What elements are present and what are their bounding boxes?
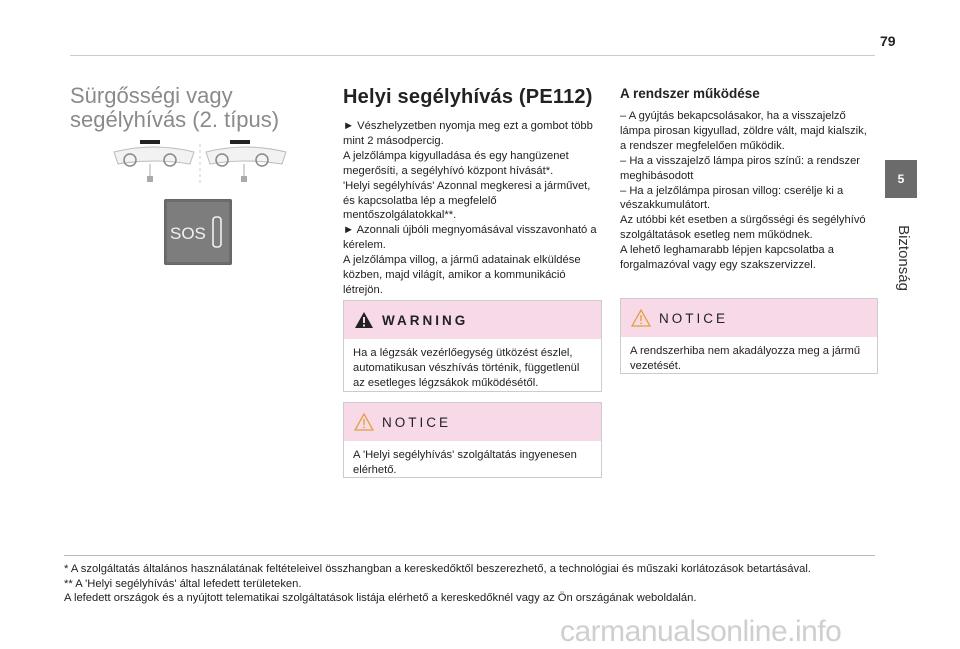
sos-button-illustration: [164, 199, 232, 265]
right-body: [620, 109, 876, 273]
paragraph: Az utóbbi két esetben a sürgősségi és segélyhívó szolgáltatások esetleg nem működnek.: [620, 214, 866, 242]
section-title: Sürgősségi vagy segélyhívás (2. típus): [70, 83, 280, 132]
sos-label: SOS: [170, 224, 206, 243]
paragraph: A jelzőlámpa kigyulladása és egy hangüzenet megerősíti, a segélyhívó központ hívását*.: [343, 149, 569, 177]
footnotes: [64, 562, 884, 606]
notice-text: A 'Helyi segélyhívás' szolgáltatás ingyenesen elérhető.: [353, 449, 577, 476]
notice-header: [621, 299, 877, 337]
sos-button-icon: [164, 199, 232, 265]
page-number: 79: [880, 33, 896, 49]
main-body: [343, 119, 599, 298]
notice-label: NOTICE: [659, 310, 729, 326]
main-heading: Helyi segélyhívás (PE112): [343, 86, 593, 108]
main-column: [343, 86, 599, 298]
left-lamp-unit-icon: [114, 140, 194, 182]
right-heading: A rendszer működése: [620, 86, 760, 101]
warning-box: [343, 300, 602, 392]
paragraph: – Ha a visszajelző lámpa piros színű: a rendszer meghibásodott: [620, 154, 861, 182]
warning-triangle-icon: [354, 311, 374, 329]
paragraph: – A gyújtás bekapcsolásakor, ha a visszajelző lámpa pirosan kigyullad, zöldre vált, majd kialszik, a rendszer megfelelően működik.: [620, 110, 867, 152]
chapter-number: 5: [897, 172, 905, 186]
notice-box-right: [620, 298, 878, 374]
paragraph: A lehető leghamarabb lépjen kapcsolatba a forgalmazóval vagy egy szakszervizzel.: [620, 244, 834, 272]
watermark[interactable]: carmanualsonline.info: [560, 615, 842, 648]
notice-box: [343, 402, 602, 478]
notice-label: NOTICE: [382, 414, 452, 430]
right-lamp-unit-icon: [206, 140, 286, 182]
chapter-tab[interactable]: [885, 160, 917, 198]
warning-header: [344, 301, 601, 339]
notice-triangle-icon: [631, 309, 651, 327]
paragraph: ► Azonnali újbóli megnyomásával visszavonható a kérelem.: [343, 224, 597, 252]
notice-text: A rendszerhiba nem akadályozza meg a jármű vezetését.: [630, 345, 861, 372]
notice-header: [344, 403, 601, 441]
footnote: ** A 'Helyi segélyhívás' által lefedett területeken.: [64, 577, 302, 590]
chapter-title: Biztonság: [895, 225, 912, 291]
warning-text: Ha a légzsák vezérlőegység ütközést észlel, automatikusan vészhívás történik, függetlenül az esetleges légzsákok működésétől.: [353, 347, 580, 389]
footnote: A lefedett országok és a nyújtott telematikai szolgáltatások listája elérhető a kereskedőknél vagy az Ön országának weboldalán.: [64, 592, 697, 604]
header-divider: [70, 55, 875, 56]
paragraph: A jelzőlámpa villog, a jármű adatainak elküldése közben, majd világít, amikor a kommunikáció létrejön.: [343, 254, 581, 296]
notice-triangle-icon: [354, 413, 374, 431]
footnote: * A szolgáltatás általános használatának feltételeivel összhangban a kereskedőktől beszerezhető, a technológiai és műszaki korlátozások betartásával.: [64, 563, 811, 575]
footnote-divider: [64, 555, 875, 556]
paragraph: – Ha a jelzőlámpa pirosan villog: cserélje ki a vészakkumulátort.: [620, 184, 844, 212]
ceiling-lamp-illustration: [110, 138, 290, 190]
paragraph: ► Vészhelyzetben nyomja meg ezt a gombot több mint 2 másodpercig.: [343, 120, 593, 147]
paragraph: 'Helyi segélyhívás' Azonnal megkeresi a járművet, és kapcsolatba lép a megfelelő mentőszolgálatokkal**.: [343, 179, 591, 222]
right-column: [620, 86, 876, 273]
warning-label: WARNING: [382, 312, 469, 328]
